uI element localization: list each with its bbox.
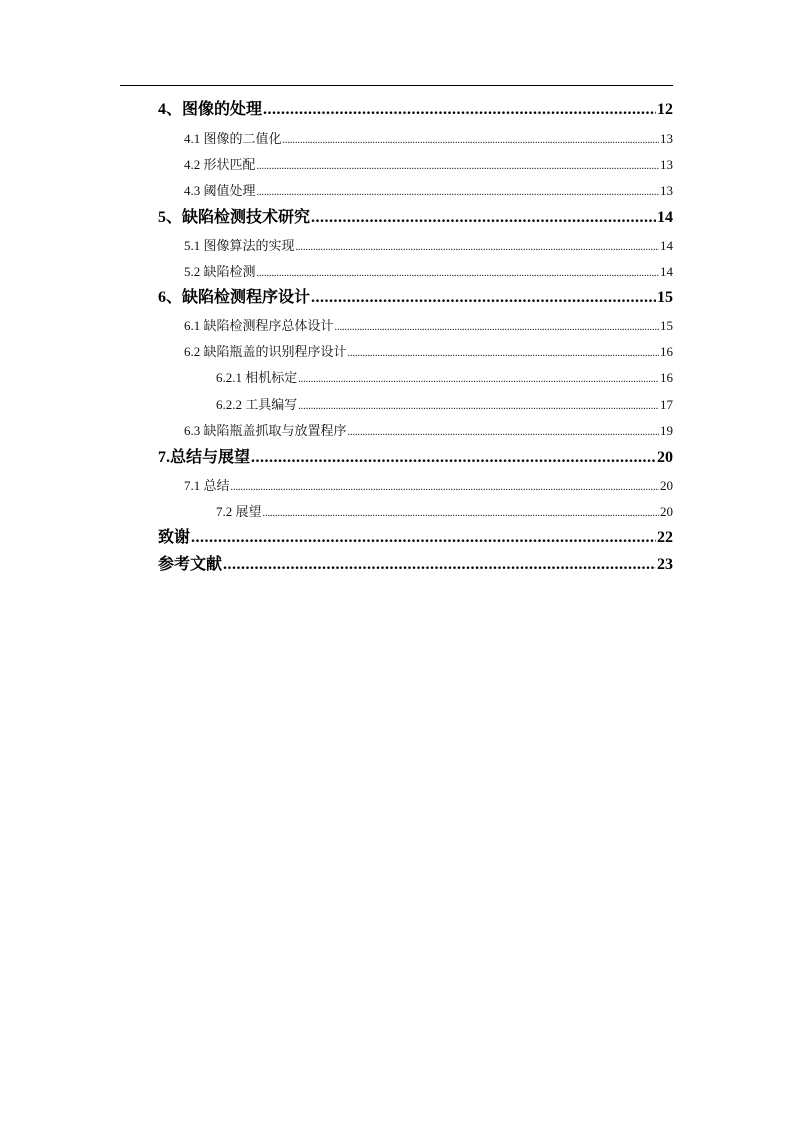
toc-entry-label: 6、缺陷检测程序设计 [158,289,311,306]
toc-entry-label: 4.3 阈值处理 [184,183,256,198]
toc-entry-page: 16 [660,370,673,385]
toc-entry[interactable] [184,259,673,285]
toc-entry-page: 16 [660,344,673,359]
toc-entry-label: 4.2 形状匹配 [184,157,256,172]
dot-leader [283,128,659,152]
dot-leader [191,525,656,551]
toc-entry-page: 13 [660,157,673,172]
toc-entry[interactable] [184,339,673,365]
dot-leader [311,205,656,231]
toc-entry-page: 12 [657,101,673,118]
toc-entry-page: 13 [660,183,673,198]
toc-entry-page: 17 [660,397,673,412]
dot-leader [251,445,656,471]
toc-entry[interactable] [184,313,673,339]
dot-leader [263,97,656,123]
dot-leader [335,315,659,339]
toc-entry-page: 14 [657,209,673,226]
dot-leader [296,235,659,259]
toc-entry-label: 致谢 [158,529,191,546]
dot-leader [298,394,659,418]
toc-entry-label: 6.3 缺陷瓶盖抓取与放置程序 [184,423,347,438]
toc-entry-label: 6.1 缺陷检测程序总体设计 [184,318,334,333]
toc-entry[interactable] [184,126,673,152]
toc-entry-label: 6.2 缺陷瓶盖的识别程序设计 [184,344,347,359]
toc-entry-label: 7.总结与展望 [158,449,251,466]
toc-entry-page: 20 [660,478,673,493]
dot-leader [231,475,659,499]
toc-entry-label: 5.1 图像算法的实现 [184,238,295,253]
dot-leader [257,154,659,178]
dot-leader [257,180,659,204]
toc-entry[interactable] [184,418,673,444]
toc-entry-page: 19 [660,423,673,438]
dot-leader [257,261,659,285]
toc-entry-label: 6.2.2 工具编写 [216,397,298,412]
dot-leader [263,501,659,525]
toc-entry-label: 5.2 缺陷检测 [184,264,256,279]
toc-entry-label: 7.1 总结 [184,478,230,493]
toc-entry[interactable] [184,152,673,178]
dot-leader [223,552,656,578]
toc-entry[interactable] [216,365,673,391]
dot-leader [348,420,659,444]
toc-entry[interactable] [158,205,673,231]
toc-entry[interactable] [158,445,673,471]
toc-entry-label: 4.1 图像的二值化 [184,131,282,146]
dot-leader [298,367,659,391]
toc-entry-page: 22 [657,529,673,546]
toc-entry[interactable] [216,499,673,525]
toc-entry-page: 15 [660,318,673,333]
toc-entry[interactable] [184,233,673,259]
toc-entry[interactable] [158,97,673,123]
toc-entry-label: 7.2 展望 [216,504,262,519]
toc-entry-page: 15 [657,289,673,306]
toc-entry-page: 20 [660,504,673,519]
toc-entry-label: 5、缺陷检测技术研究 [158,209,311,226]
toc-entry-page: 23 [657,556,673,573]
dot-leader [311,285,656,311]
toc-entry-label: 参考文献 [158,556,223,573]
toc-entry[interactable] [184,178,673,204]
toc-entry[interactable] [158,285,673,311]
dot-leader [348,341,659,365]
toc-entry-page: 20 [657,449,673,466]
header-rule [120,85,673,86]
toc-entry[interactable] [184,473,673,499]
toc-entry-page: 13 [660,131,673,146]
toc-entry-page: 14 [660,264,673,279]
toc-entry-label: 4、图像的处理 [158,101,263,118]
toc-entry[interactable] [158,525,673,551]
toc-entry-page: 14 [660,238,673,253]
toc-entry-label: 6.2.1 相机标定 [216,370,298,385]
toc-entry[interactable] [158,552,673,578]
toc-entry[interactable] [216,392,673,418]
